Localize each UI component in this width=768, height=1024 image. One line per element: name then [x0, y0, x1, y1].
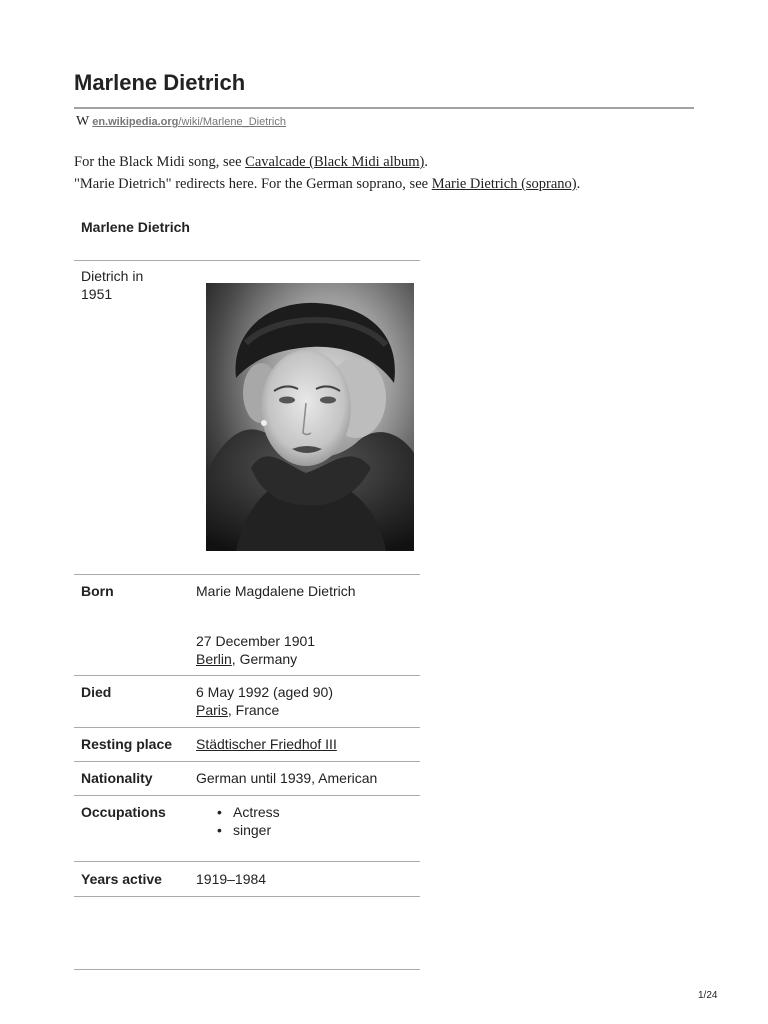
resting-place-value [196, 735, 337, 753]
source-line [76, 114, 286, 130]
occupations-label: Occupations [81, 804, 166, 820]
infobox-divider [74, 675, 420, 676]
born-place [196, 650, 297, 668]
list-item: • singer [196, 821, 280, 839]
image-caption: Dietrich in 1951 [81, 268, 144, 302]
hatnote-black-midi [74, 154, 428, 171]
source-path: /wiki/Marlene_Dietrich [178, 116, 286, 128]
years-active-label: Years active [81, 871, 162, 887]
list-item: • Actress [196, 803, 280, 821]
paris-link[interactable]: Paris [196, 702, 228, 718]
source-link[interactable] [92, 116, 286, 128]
nationality-value: German until 1939, American [196, 770, 378, 786]
friedhof-link[interactable]: Städtischer Friedhof III [196, 736, 337, 752]
infobox-divider [74, 574, 420, 575]
source-domain: en.wikipedia.org [92, 116, 179, 128]
died-country: , France [227, 702, 280, 718]
berlin-link[interactable]: Berlin [196, 651, 232, 667]
born-country: , Germany [231, 651, 298, 667]
hatnote-text: "Marie Dietrich" redirects here. For the German soprano, see [74, 176, 432, 192]
occupations-list [196, 803, 280, 839]
infobox-title: Marlene Dietrich [81, 219, 190, 235]
cavalcade-link[interactable]: Cavalcade (Black Midi album) [245, 154, 425, 170]
born-date: 27 December 1901 [196, 633, 316, 649]
page-number: 1/24 [698, 990, 718, 1001]
years-active-value: 1919–1984 [196, 871, 267, 887]
portrait-illustration [206, 283, 414, 551]
infobox-divider [74, 896, 420, 897]
portrait-photo[interactable] [206, 283, 414, 551]
died-date: 6 May 1992 (aged 90) [196, 684, 333, 700]
resting-place-label: Resting place [81, 736, 173, 752]
hatnote-punct: . [576, 176, 581, 192]
hatnote-redirect [74, 176, 580, 193]
infobox-divider [74, 260, 420, 261]
occupations-list-wrap [196, 803, 280, 839]
infobox-divider [74, 861, 420, 862]
nationality-label: Nationality [81, 770, 153, 786]
title-divider [74, 107, 694, 109]
born-name: Marie Magdalene Dietrich [196, 583, 356, 599]
born-label: Born [81, 583, 114, 599]
infobox-divider [74, 795, 420, 796]
infobox-divider [74, 761, 420, 762]
hatnote-punct: . [424, 154, 428, 170]
died-label: Died [81, 684, 112, 700]
page-title: Marlene Dietrich [74, 70, 246, 95]
hatnote-text: For the Black Midi song, see [74, 154, 246, 170]
infobox-bottom-divider [74, 969, 420, 970]
wikipedia-w-icon: W [76, 114, 90, 129]
died-place [196, 701, 279, 719]
infobox-divider [74, 727, 420, 728]
marie-dietrich-soprano-link[interactable]: Marie Dietrich (soprano) [431, 176, 577, 192]
